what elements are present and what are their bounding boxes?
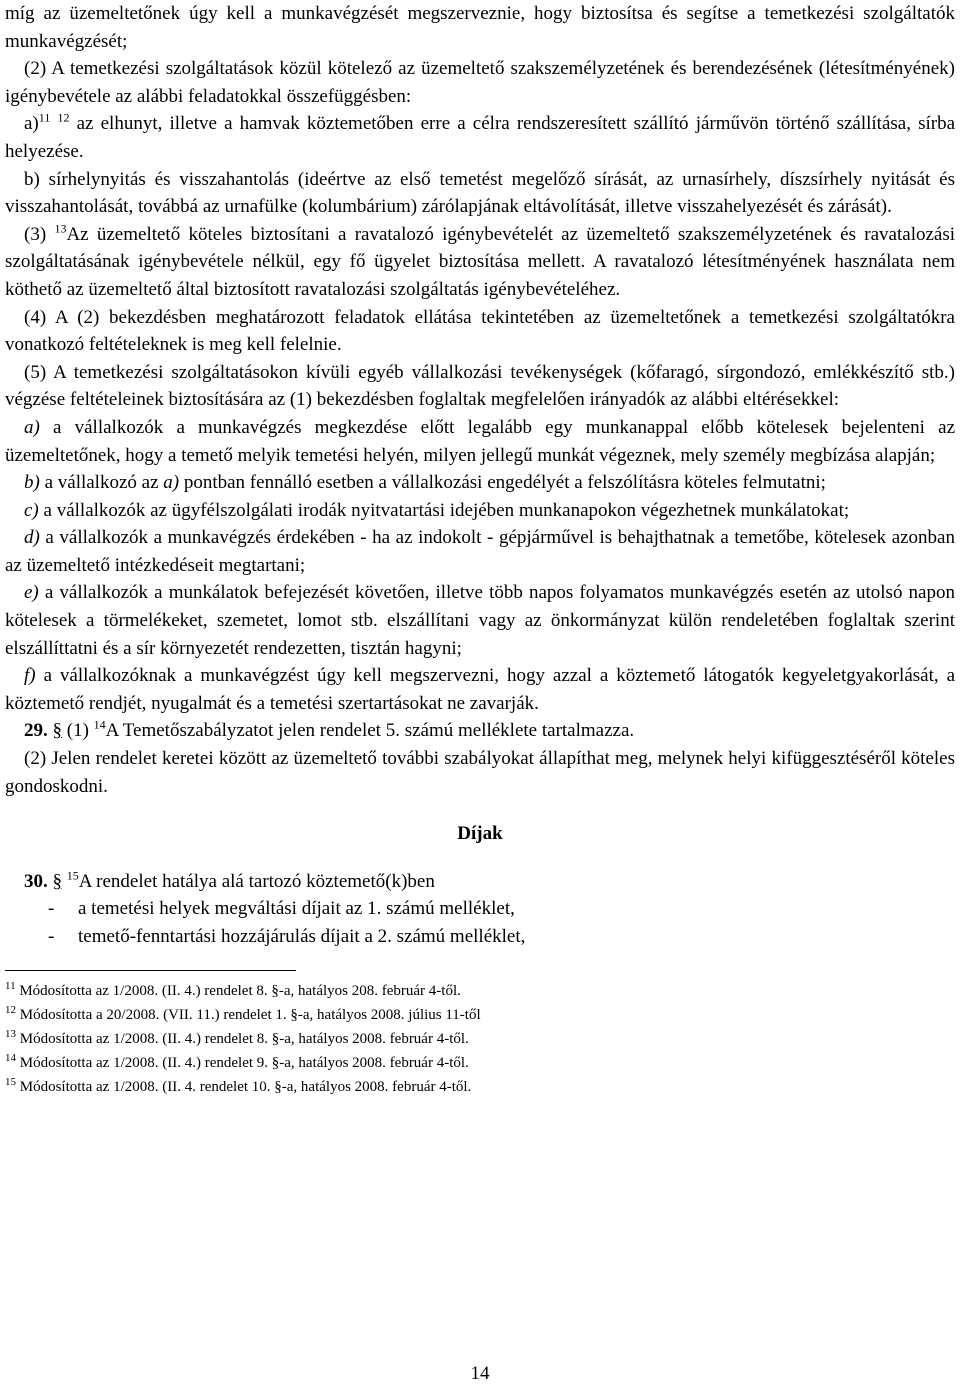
footnote-ref[interactable]: 13 <box>54 221 67 236</box>
paragraph: (2) Jelen rendelet keretei között az üzemeltető további szabályokat állapíthat meg, melynek helyi kifüggesztéséről köteles gondoskodni. <box>5 748 955 797</box>
item-text: a vállalkozók a munkálatok befejezését követően, illetve több napos folyamatos munkavégzés esetén az utolsó napon kötelesek a törmelékeket, szemetet, lomot stb. elszállítani vagy az önkormányzat külön rendeletében foglaltak szerint elszállíttatni és a sír környezetét rendezetten, tisztán hagyni; <box>5 582 955 659</box>
paragraph <box>5 110 955 165</box>
item-label: b <box>24 168 34 190</box>
list-item <box>48 923 955 951</box>
footnote-text: Módosította az 1/2008. (II. 4.) rendelet 8. §-a, hatályos 208. február 4-től. <box>19 982 461 999</box>
footnote-number: 14 <box>5 1052 16 1065</box>
section-heading: Díjak <box>457 823 503 845</box>
item-label: (1) <box>66 720 89 742</box>
item-text: ) sírhelynyitás és visszahantolás (ideértve az első temetést megelőző sírását, az urnasírhely, díszsírhely nyitását és visszahantolását, továbbá az urnafülke (kolumbárium) zárólapjának eltávolítását, illetve visszahelyezését és zárását). <box>5 168 955 218</box>
item-text: pontban fennálló esetben a vállalkozási engedélyét a felszólításra köteles felmutatni; <box>183 472 826 494</box>
footnote-number: 11 <box>5 979 16 992</box>
paragraph <box>5 868 955 896</box>
footnote <box>5 1027 955 1051</box>
footnote-text: Módosította a 20/2008. (VII. 11.) rendelet 1. §-a, hatályos 2008. július 11-től <box>19 1006 481 1023</box>
fee-list <box>5 895 955 950</box>
footnote-separator <box>5 970 296 971</box>
footnote-ref[interactable]: 12 <box>57 111 70 126</box>
footnote-number: 13 <box>5 1028 16 1040</box>
item-text: a vállalkozók a munkavégzés érdekében - ha az indokolt - gépjárművel is behajthatnak a temetőbe, kötelesek azonban az üzemeltető intézkedéseit megtartani; <box>5 527 955 576</box>
section-number: 29. <box>24 720 48 742</box>
footnote-number: 15 <box>5 1076 16 1089</box>
item-text: A Temetőszabályzatot jelen rendelet 5. számú melléklete tartalmazza. <box>105 720 635 742</box>
footnote-ref[interactable]: 11 <box>38 111 51 126</box>
section-symbol[interactable]: § <box>52 870 62 892</box>
paragraph <box>5 497 955 525</box>
footnote <box>5 1003 955 1027</box>
item-label: c) <box>24 499 39 521</box>
item-text: a vállalkozóknak a munkavégzést úgy kell megszervezni, hogy azzal a köztemető látogatók kegyeletgyakorlását, a köztemető rendjét, nyugalmát és a temetési szertartásokat ne zavarják. <box>5 665 955 714</box>
item-text: a vállalkozók a munkavégzés megkezdése előtt legalább egy munkanappal előbb kötelesek bejelenteni az üzemeltetőnek, hogy a temető melyik temetési helyén, milyen jellegű munkát végeznek, mely személy megbízása alapján; <box>5 416 956 466</box>
document-body <box>5 0 955 1100</box>
paragraph <box>5 469 955 497</box>
item-label: d) <box>24 527 40 549</box>
cross-reference: a) <box>163 472 180 494</box>
page-number: 14 <box>470 1363 490 1384</box>
paragraph: (4) A (2) bekezdésben meghatározott feladatok ellátása tekintetében az üzemeltetőnek a temetkezési szolgáltatókra vonatkozó feltételeknek is meg kell felelnie. <box>5 306 955 356</box>
item-label: b) <box>24 472 40 494</box>
item-text: Az üzemeltető köteles biztosítani a ravatalozó igénybevételét az üzemeltető szakszemélyzetének és ravatalozási szolgáltatásának igénybevétele nélkül, egy fő ügyelet biztosítása mellett. A ravatalozó létesítményének használata nem köthető az üzemeltető által biztosított ravatalozási szolgáltatás igénybevételéhez. <box>5 223 956 300</box>
item-text: A rendelet hatálya alá tartozó köztemető(k)ben <box>78 870 435 892</box>
item-label: e) <box>24 582 39 604</box>
footnote-ref[interactable]: 14 <box>93 718 106 733</box>
paragraph <box>5 166 955 221</box>
paragraph <box>5 662 955 717</box>
list-item-text: a temetési helyek megváltási díjait az 1. számú melléklet, <box>78 898 515 920</box>
footnote-ref[interactable]: 15 <box>66 868 79 883</box>
list-dash: - <box>48 898 55 920</box>
paragraph: míg az üzemeltetőnek úgy kell a munkavégzését megszerveznie, hogy biztosítsa és segítse a temetkezési szolgáltatók munkavégzését; <box>5 3 955 52</box>
paragraph <box>5 717 955 745</box>
paragraph: (2) A temetkezési szolgáltatások közül kötelező az üzemeltető szakszemélyzetének és berendezésének (létesítményének) igénybevétele az alábbi feladatokkal összefüggésben: <box>5 58 955 107</box>
item-label: a) <box>24 113 39 135</box>
paragraph <box>5 414 955 469</box>
footnote <box>5 1075 955 1099</box>
list-item-text: temető-fenntartási hozzájárulás díjait a 2. számú melléklet, <box>78 926 526 947</box>
footnote-text: Módosította az 1/2008. (II. 4. rendelet 10. §-a, hatályos 2008. február 4-től. <box>19 1079 472 1096</box>
item-text: az elhunyt, illetve a hamvak köztemetőben erre a célra rendszeresített szállító járművön történő szállítása, sírba helyezése. <box>5 113 956 162</box>
list-dash: - <box>48 926 55 947</box>
section-number: 30. <box>24 870 48 892</box>
item-text: a vállalkozó az <box>44 472 159 494</box>
paragraph: (5) A temetkezési szolgáltatásokon kívüli egyéb vállalkozási tevékenységek (kőfaragó, sírgondozó, emlékkészítő stb.) végzése feltételeinek biztosítására az (1) bekezdésben foglaltak megfelelően irányadók az alábbi eltérésekkel: <box>5 361 955 411</box>
list-item <box>48 895 955 923</box>
footnote-text: Módosította az 1/2008. (II. 4.) rendelet 8. §-a, hatályos 2008. február 4-től. <box>19 1031 469 1047</box>
footnote-number: 12 <box>5 1003 16 1016</box>
item-label: f) <box>24 665 36 687</box>
item-label: a) <box>24 416 40 438</box>
paragraph <box>5 221 955 304</box>
section-symbol[interactable]: § <box>52 720 62 742</box>
footnote <box>5 1051 955 1075</box>
footnote-text: Módosította az 1/2008. (II. 4.) rendelet 9. §-a, hatályos 2008. február 4-től. <box>19 1055 469 1072</box>
footnotes <box>5 979 955 1100</box>
paragraph <box>5 579 955 662</box>
paragraph <box>5 524 955 579</box>
item-label: (3) <box>24 223 47 245</box>
footnote <box>5 979 955 1003</box>
item-text: a vállalkozók az ügyfélszolgálati irodák nyitvatartási idejében munkanapokon végezhetnek munkálatokat; <box>43 499 850 521</box>
